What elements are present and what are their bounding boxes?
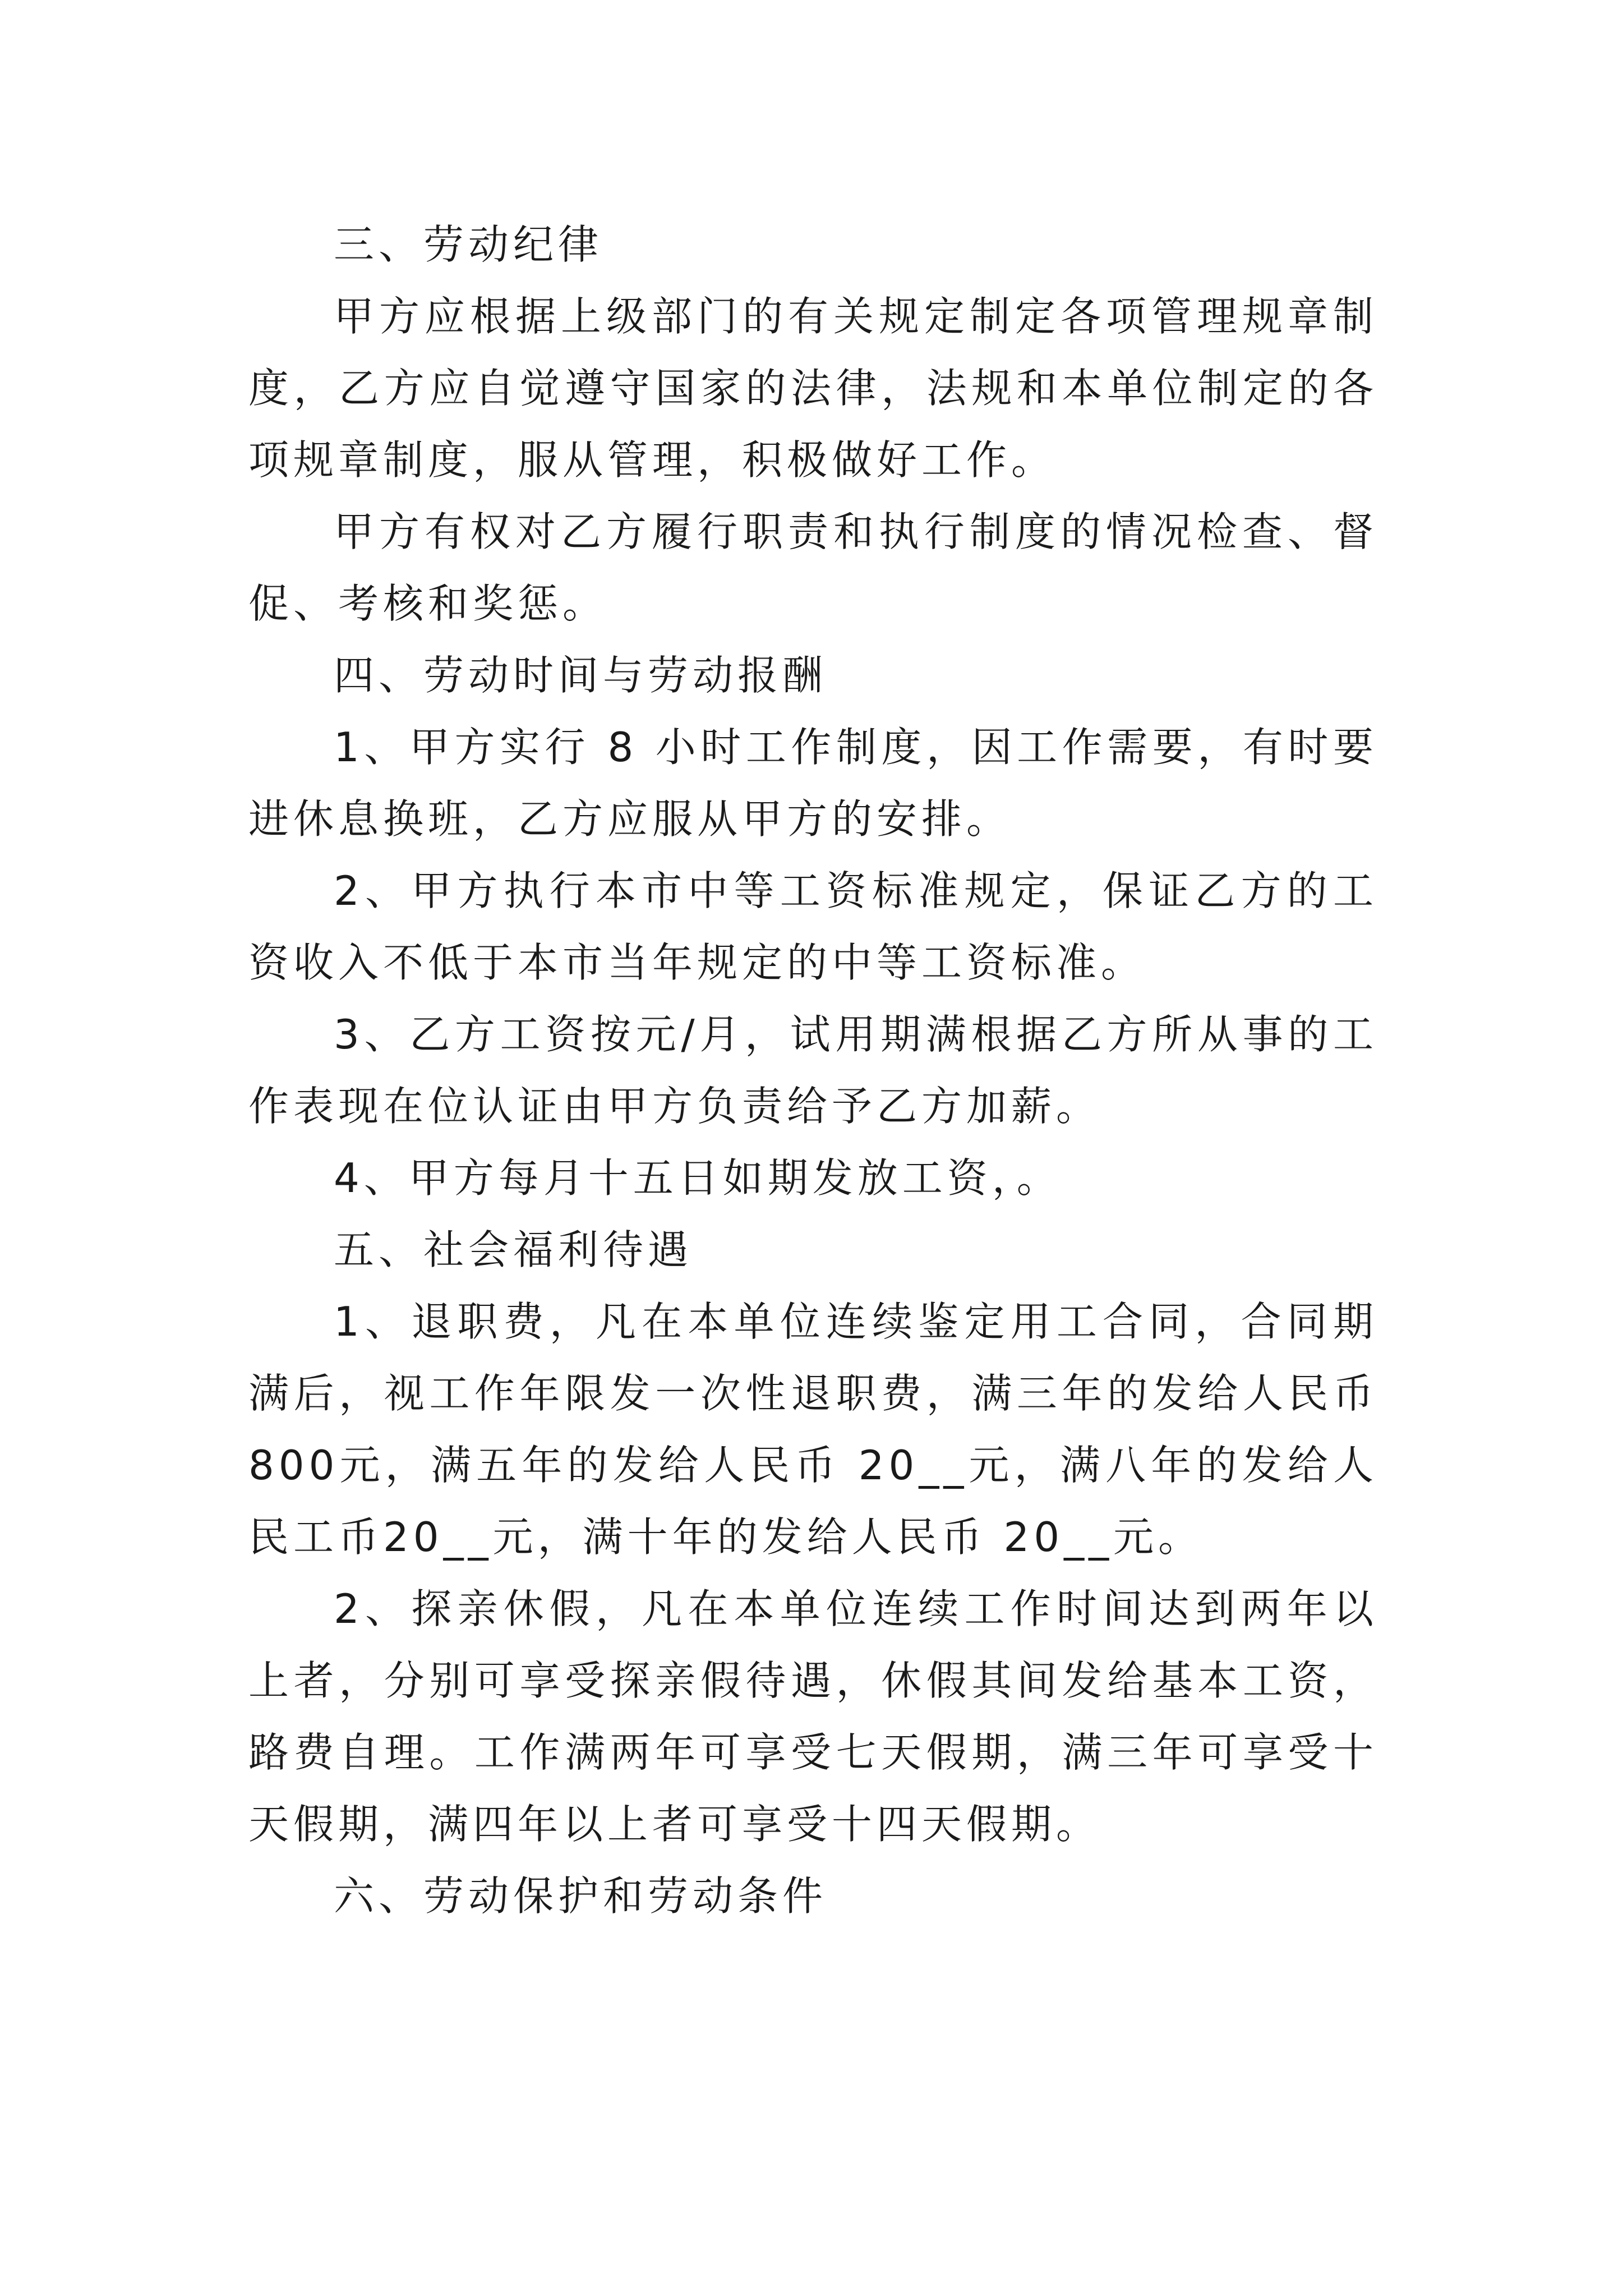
section-heading-labor-protection: 六、劳动保护和劳动条件 [334, 1872, 828, 1920]
section-heading-working-hours-pay: 四、劳动时间与劳动报酬 [334, 652, 828, 699]
section-heading-labor-discipline: 三、劳动纪律 [334, 221, 603, 268]
paragraph-item-2-wage-standard: 2、甲方执行本市中等工资标准规定，保证乙方的工资收入不低于本市当年规定的中等工资标准。 [248, 867, 1378, 986]
section-heading-welfare: 五、社会福利待遇 [334, 1226, 693, 1273]
paragraph-item-1-severance: 1、退职费，凡在本单位连续鉴定用工合同，合同期满后，视工作年限发一次性退职费，满三年的发给人民币 800元，满五年的发给人民币 20__元，满八年的发给人民工币20__元，满十年的发给人民币 20__元。 [248, 1298, 1378, 1561]
paragraph-item-2-home-leave: 2、探亲休假，凡在本单位连续工作时间达到两年以上者，分别可享受探亲假待遇，休假其间发给基本工资，路费自理。工作满两年可享受七天假期，满三年可享受十天假期，满四年以上者可享受十四天假期。 [248, 1585, 1378, 1848]
paragraph-rules: 甲方应根据上级部门的有关规定制定各项管理规章制度，乙方应自觉遵守国家的法律，法规和本单位制定的各项规章制度，服从管理，积极做好工作。 [248, 293, 1378, 484]
document-body [248, 209, 1378, 1932]
paragraph-item-1-hours: 1、甲方实行 8 小时工作制度，因工作需要，有时要进休息换班，乙方应服从甲方的安排。 [248, 724, 1378, 843]
paragraph-item-4-payday: 4、甲方每月十五日如期发放工资，。 [334, 1154, 1062, 1202]
paragraph-supervision: 甲方有权对乙方履行职责和执行制度的情况检查、督促、考核和奖惩。 [248, 508, 1378, 627]
paragraph-item-3-salary: 3、乙方工资按元/月，试用期满根据乙方所从事的工作表现在位认证由甲方负责给予乙方加薪。 [248, 1011, 1378, 1130]
